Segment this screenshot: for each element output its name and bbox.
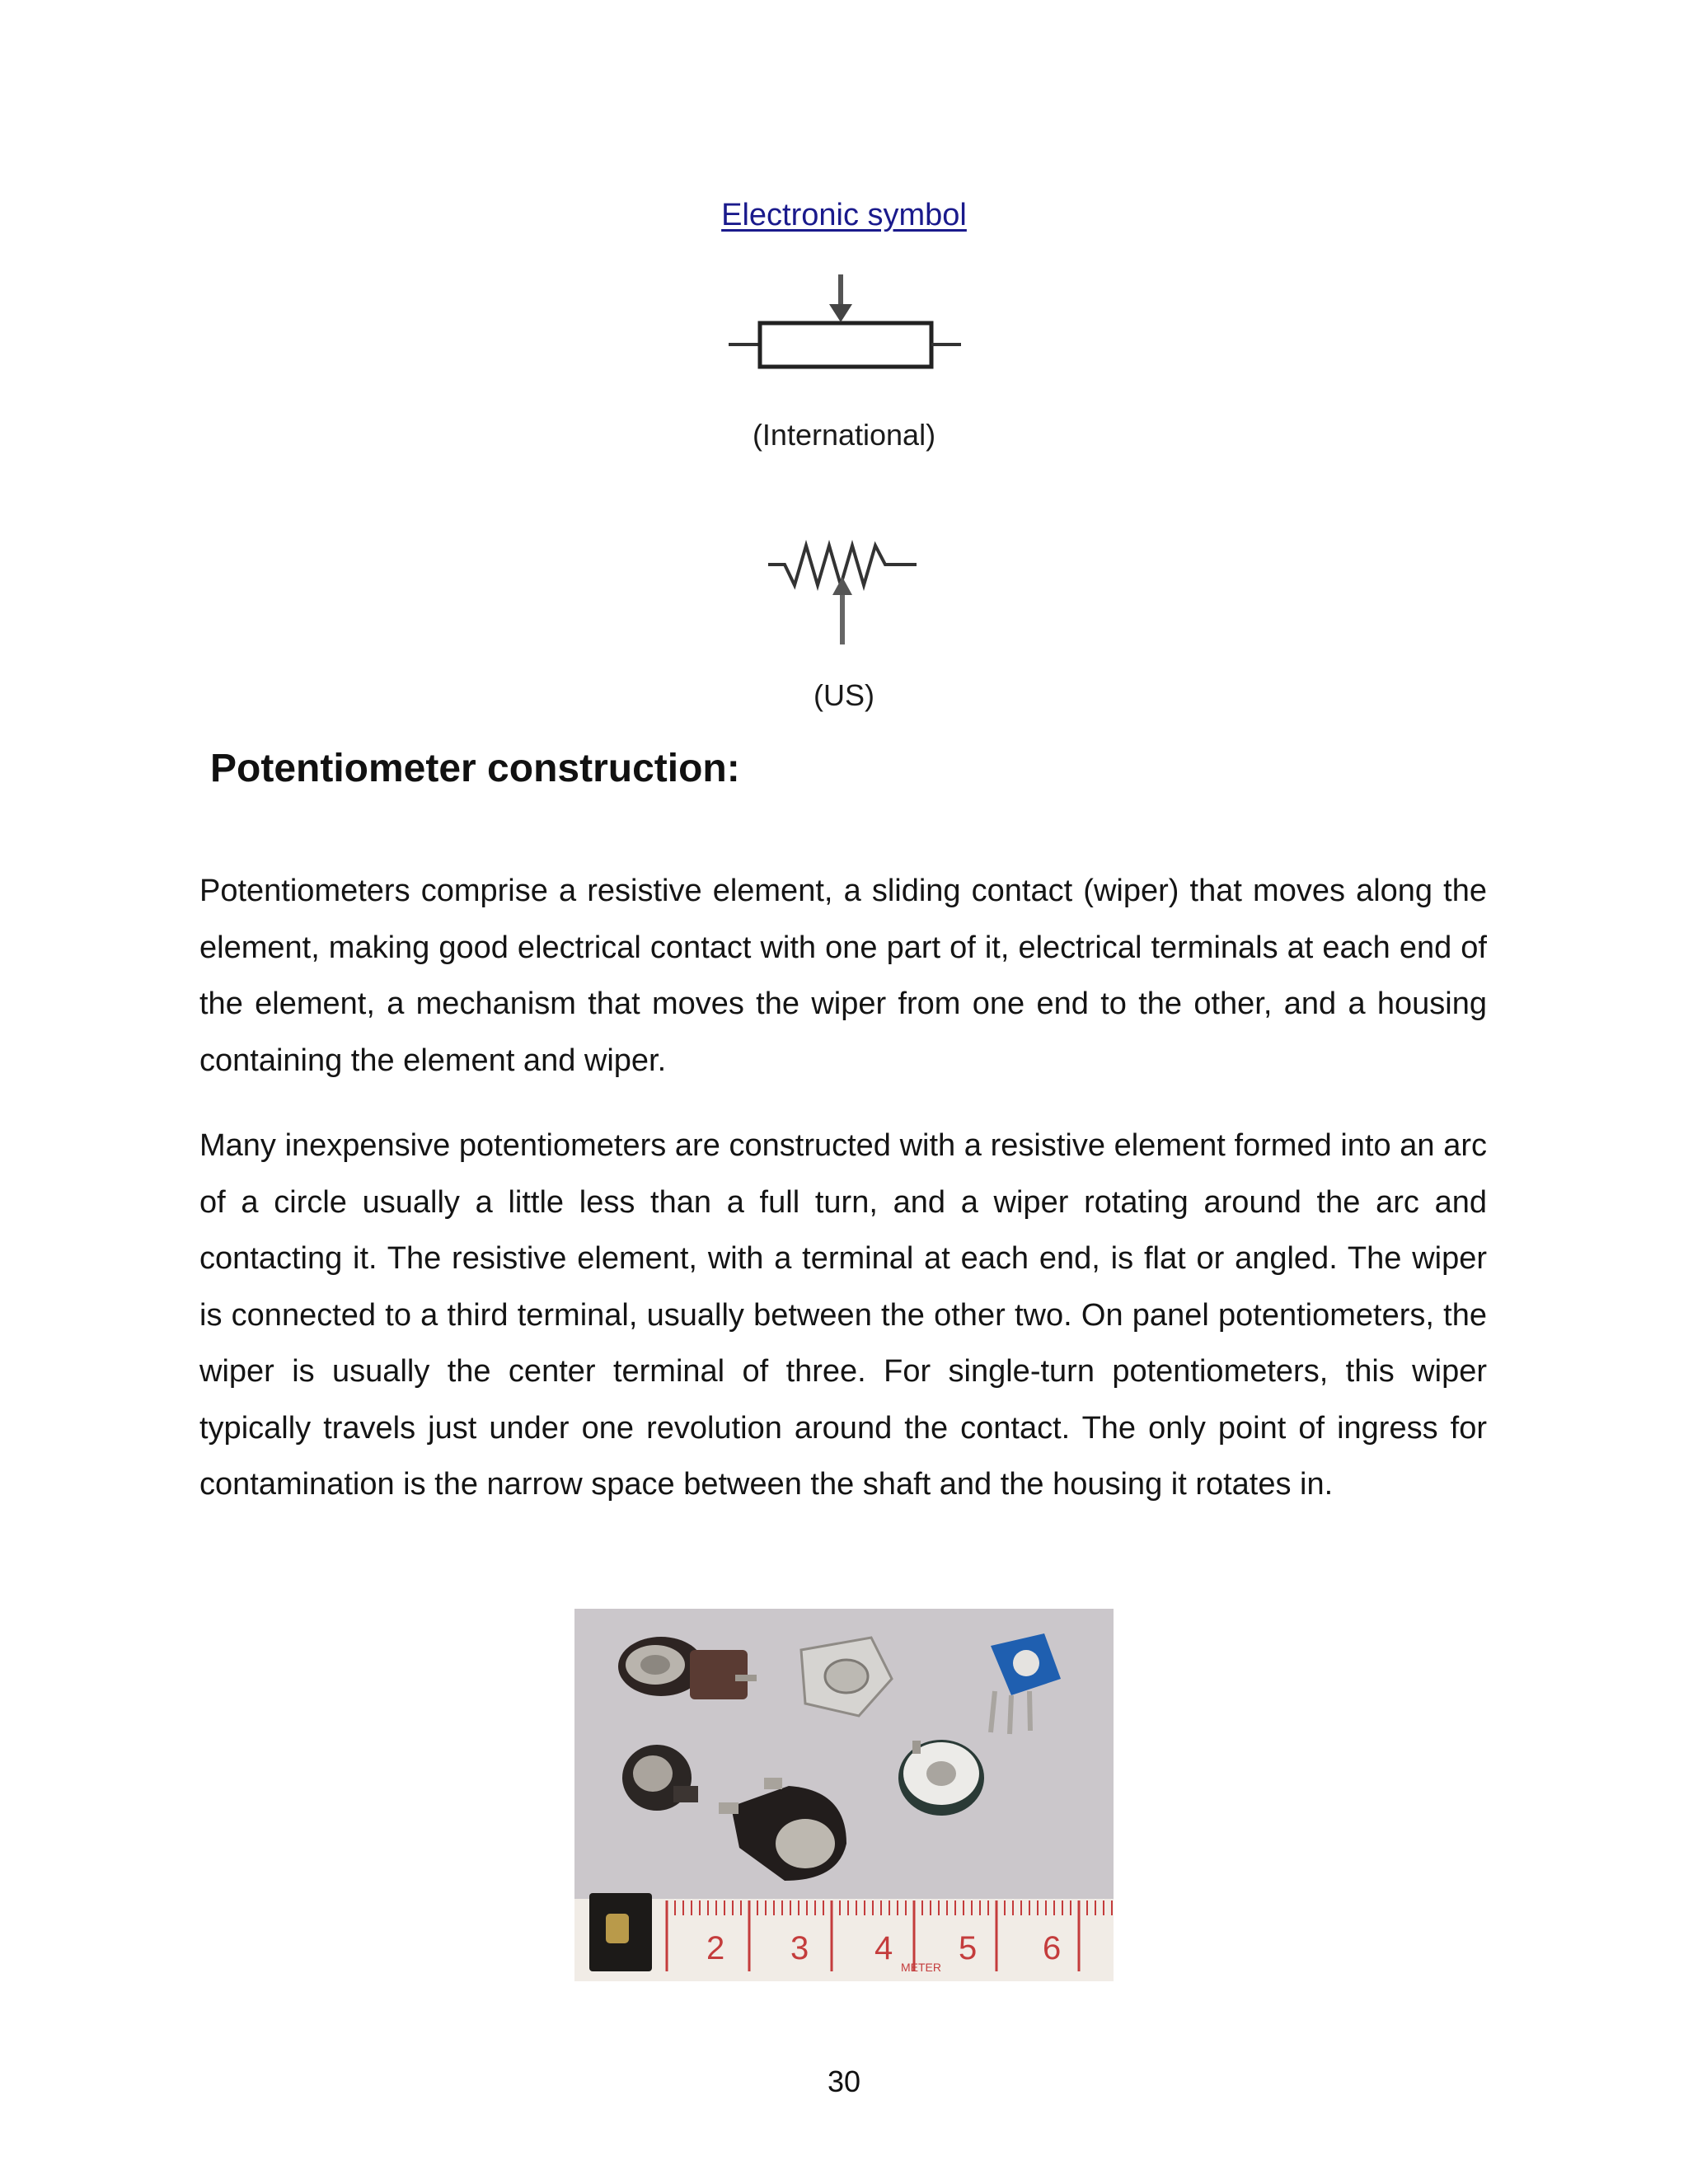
ruler-mark-2: 2 (706, 1930, 725, 1966)
ruler-unit-label: METER (901, 1961, 941, 1974)
us-symbol-caption: (US) (814, 678, 874, 712)
ruler-mark-3: 3 (790, 1930, 809, 1966)
paragraph-construction-overview: Potentiometers comprise a resistive element, a sliding contact (wiper) that moves along the element, making good electrical contact with one part of it, electrical terminals at each end of the element, a mechanism that moves the wiper from one end to the other, and a housing containing the element and wiper. (199, 874, 1487, 1078)
trimmer-white-middle-right (898, 1740, 984, 1816)
trimmer-potentiometers-photo (574, 1609, 1114, 1981)
trimmer-potentiometers-illustration (574, 1609, 1114, 1981)
ruler-mark-4: 4 (874, 1930, 893, 1966)
ruler-mark-5: 5 (959, 1930, 978, 1966)
page-number: 30 (827, 2064, 861, 2098)
electronic-symbol-link[interactable]: Electronic symbol (721, 198, 967, 232)
tape-measure (574, 1893, 1114, 1981)
us-potentiometer-symbol-icon (767, 536, 919, 651)
international-potentiometer-symbol-icon (725, 268, 964, 383)
paragraph-inexpensive-potentiometers: Many inexpensive potentiometers are constructed with a resistive element formed into an arc of a circle usually a little less than a full turn, and a wiper rotating around the arc and contacting it. The resistive element, with a terminal at each end, is flat or angled. The wiper is connected to a third terminal, usually between the other two. On panel potentiometers, the wiper is usually the center terminal of three. For single-turn potentiometers, this wiper typically travels just under one revolution around the contact. The only point of ingress for contamination is the narrow space between the shaft and the housing it rotates in. (199, 1128, 1487, 1502)
international-symbol-caption: (International) (752, 418, 936, 452)
section-heading: Potentiometer construction: (210, 747, 740, 790)
ruler-mark-6: 6 (1043, 1930, 1062, 1966)
